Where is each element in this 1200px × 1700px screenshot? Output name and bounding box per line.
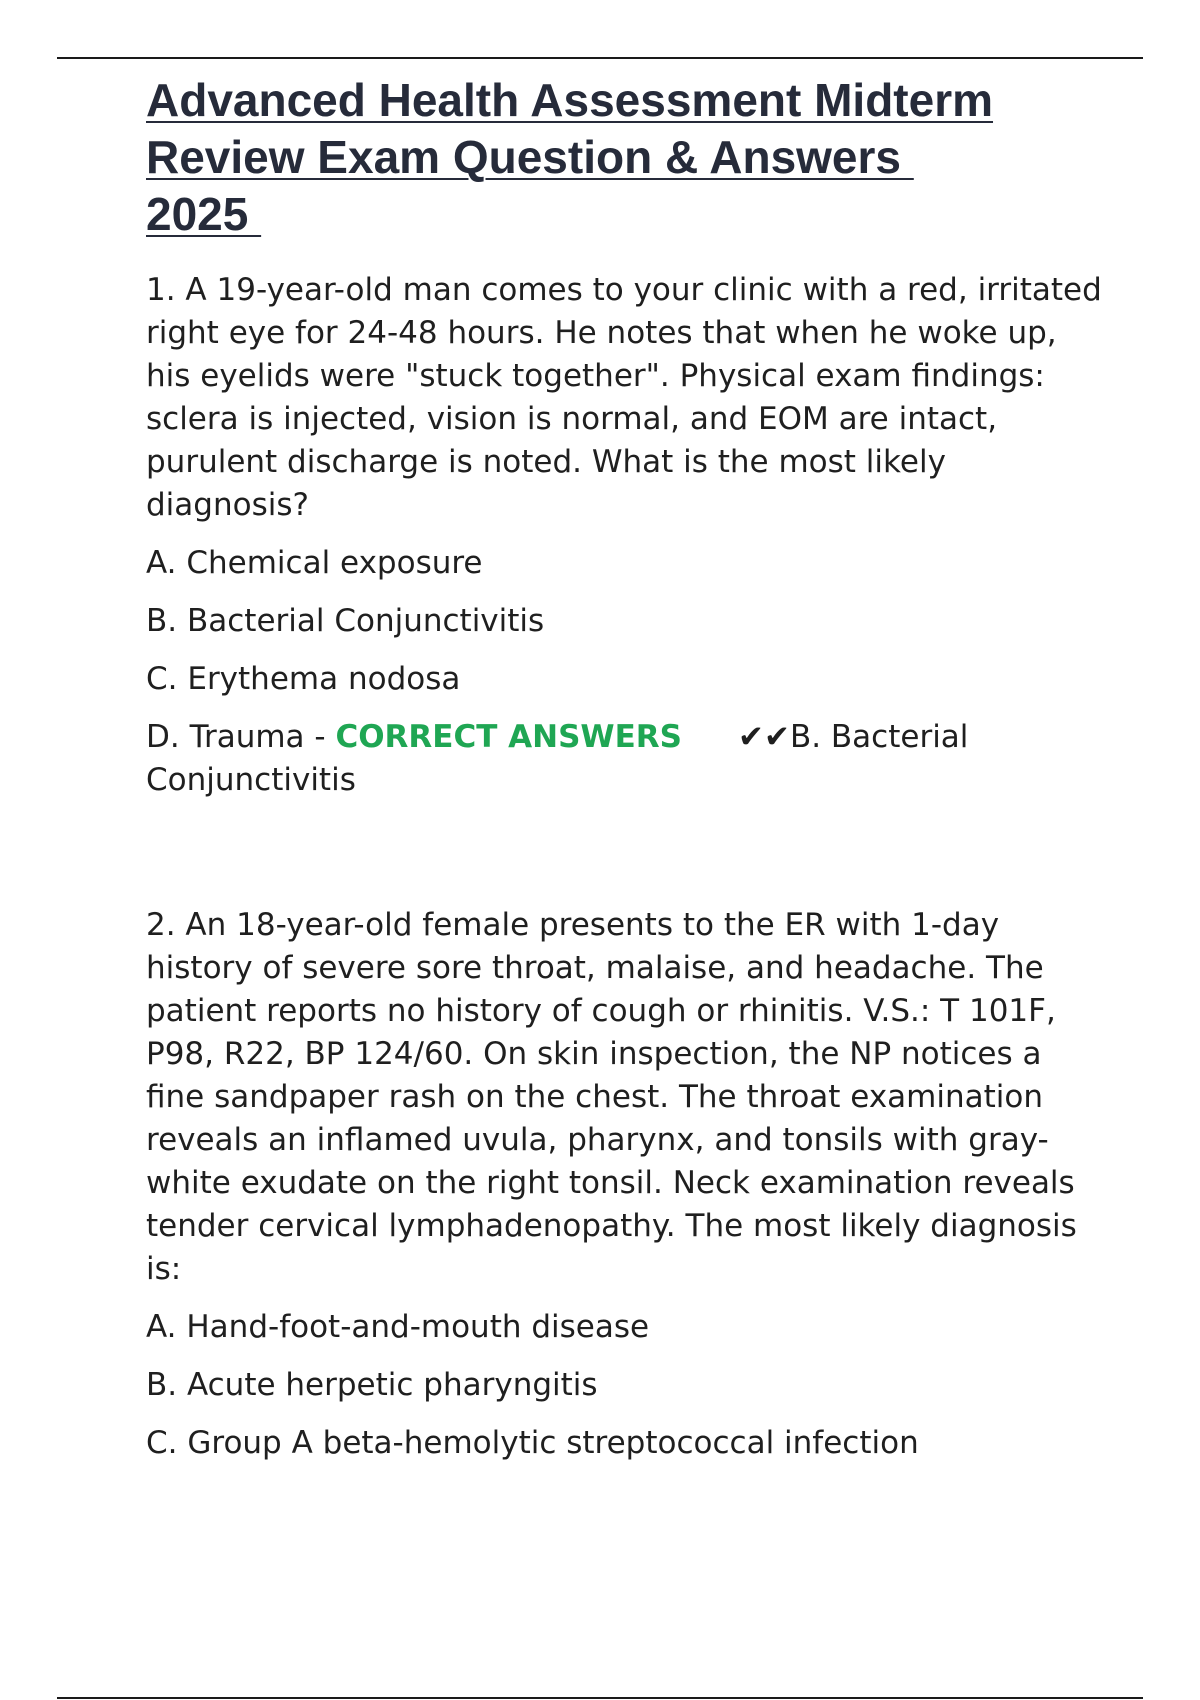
- question-2-stem: 2. An 18-year-old female presents to the ER with 1-day history of severe sore throat, malaise, and headache. The patient reports no history of cough or rhinitis. V.S.: T 101F, P98, R22, BP 124/60. On skin inspection, the NP notices a fine sandpaper rash on the chest. The throat examination reveals an inflamed uvula, pharynx, and tonsils with gray-white exudate on the right tonsil. Neck examination reveals tender cervical lymphadenopathy. The most likely diagnosis is:: [146, 907, 1077, 1287]
- title-line-1: Advanced Health Assessment Midterm: [146, 74, 994, 126]
- bottom-divider: [57, 1697, 1143, 1699]
- question-1-stem: 1. A 19-year-old man comes to your clinic with a red, irritated right eye for 24-48 hours. He notes that when he woke up, his eyelids were "stuck together". Physical exam findings: sclera is injected, vision is normal, and EOM are intact, purulent discharge is noted. What is the most likely diagnosis?: [146, 272, 1102, 523]
- question-1-correct-answer: B. Bacterial Conjunctivitis: [146, 719, 969, 798]
- title-line-3: 2025: [146, 188, 262, 240]
- question-2: [146, 904, 1106, 1465]
- question-2-option-b: B. Acute herpetic pharyngitis: [146, 1367, 598, 1403]
- document-page: [146, 72, 1106, 1480]
- question-1-option-d: D. Trauma -: [146, 719, 336, 755]
- question-1-option-d-with-answer: [146, 716, 1106, 802]
- double-check-icon: ✔✔: [737, 719, 790, 755]
- correct-answers-label: CORRECT ANSWERS: [335, 719, 682, 755]
- question-1-option-b: B. Bacterial Conjunctivitis: [146, 603, 545, 639]
- question-1: [146, 269, 1106, 802]
- document-title: [146, 72, 1106, 243]
- top-divider: [57, 57, 1143, 59]
- question-2-option-c: C. Group A beta-hemolytic streptococcal infection: [146, 1425, 919, 1461]
- question-1-option-c: C. Erythema nodosa: [146, 661, 461, 697]
- question-2-option-a: A. Hand-foot-and-mouth disease: [146, 1309, 650, 1345]
- title-line-2: Review Exam Question & Answers: [146, 131, 914, 183]
- question-1-option-a: A. Chemical exposure: [146, 545, 483, 581]
- question-spacer: [146, 817, 1106, 904]
